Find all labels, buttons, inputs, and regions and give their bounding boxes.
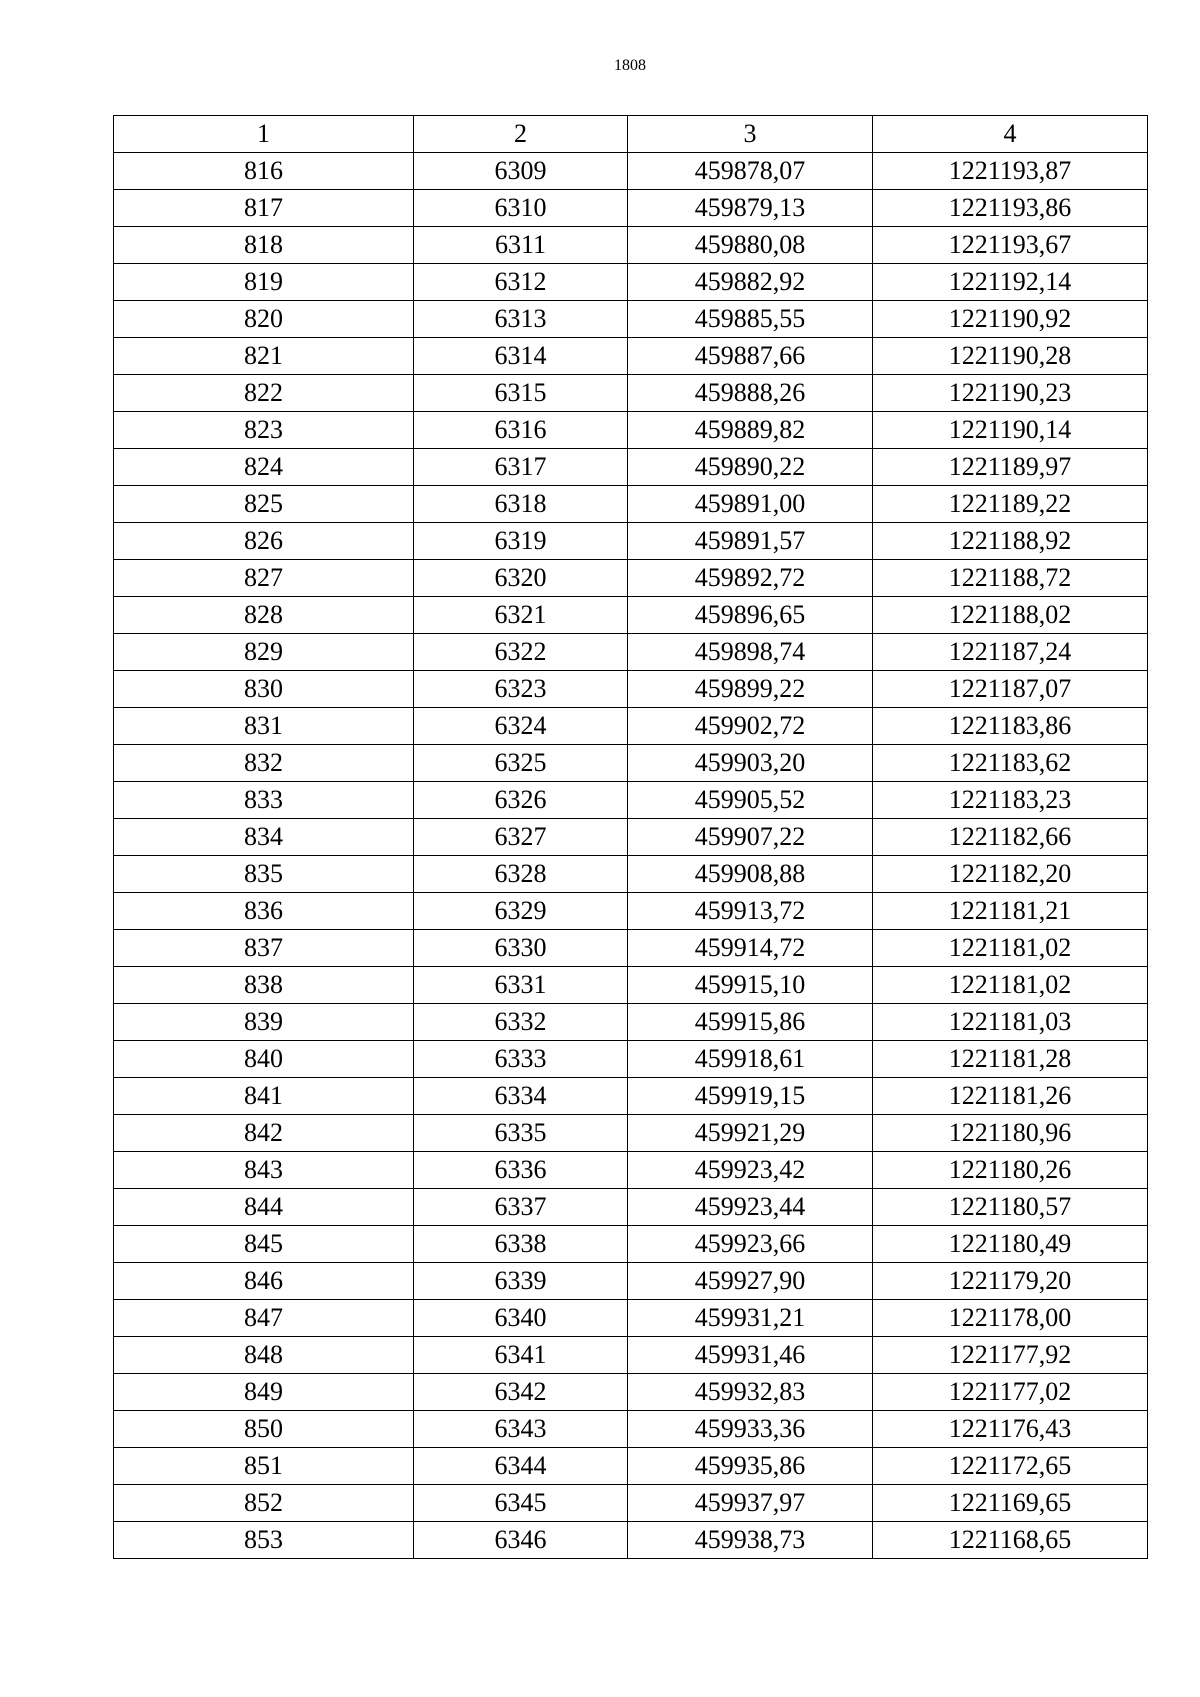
index-cell: 6332 (414, 1004, 628, 1041)
table-row (114, 1152, 1148, 1189)
point-number-cell: 839 (114, 1004, 414, 1041)
y-coordinate-cell: 1221187,07 (873, 671, 1148, 708)
table-row (114, 1189, 1148, 1226)
y-coordinate-cell: 1221180,26 (873, 1152, 1148, 1189)
x-coordinate-cell: 459931,21 (628, 1300, 873, 1337)
point-number-cell: 850 (114, 1411, 414, 1448)
index-cell: 6312 (414, 264, 628, 301)
index-cell: 6341 (414, 1337, 628, 1374)
index-cell: 6310 (414, 190, 628, 227)
point-number-cell: 831 (114, 708, 414, 745)
y-coordinate-cell: 1221181,02 (873, 930, 1148, 967)
index-cell: 6314 (414, 338, 628, 375)
index-cell: 6323 (414, 671, 628, 708)
point-number-cell: 836 (114, 893, 414, 930)
y-coordinate-cell: 1221168,65 (873, 1522, 1148, 1559)
point-number-cell: 823 (114, 412, 414, 449)
y-coordinate-cell: 1221193,86 (873, 190, 1148, 227)
y-coordinate-cell: 1221181,02 (873, 967, 1148, 1004)
y-coordinate-cell: 1221181,28 (873, 1041, 1148, 1078)
point-number-cell: 840 (114, 1041, 414, 1078)
table-row (114, 819, 1148, 856)
point-number-cell: 830 (114, 671, 414, 708)
x-coordinate-cell: 459921,29 (628, 1115, 873, 1152)
point-number-cell: 844 (114, 1189, 414, 1226)
y-coordinate-cell: 1221190,14 (873, 412, 1148, 449)
y-coordinate-cell: 1221180,96 (873, 1115, 1148, 1152)
point-number-cell: 821 (114, 338, 414, 375)
column-header: 4 (873, 116, 1148, 153)
x-coordinate-cell: 459903,20 (628, 745, 873, 782)
point-number-cell: 843 (114, 1152, 414, 1189)
index-cell: 6309 (414, 153, 628, 190)
x-coordinate-cell: 459908,88 (628, 856, 873, 893)
point-number-cell: 817 (114, 190, 414, 227)
y-coordinate-cell: 1221183,23 (873, 782, 1148, 819)
point-number-cell: 819 (114, 264, 414, 301)
point-number-cell: 828 (114, 597, 414, 634)
x-coordinate-cell: 459889,82 (628, 412, 873, 449)
index-cell: 6331 (414, 967, 628, 1004)
x-coordinate-cell: 459938,73 (628, 1522, 873, 1559)
x-coordinate-cell: 459919,15 (628, 1078, 873, 1115)
y-coordinate-cell: 1221190,28 (873, 338, 1148, 375)
x-coordinate-cell: 459923,66 (628, 1226, 873, 1263)
point-number-cell: 845 (114, 1226, 414, 1263)
y-coordinate-cell: 1221169,65 (873, 1485, 1148, 1522)
point-number-cell: 818 (114, 227, 414, 264)
point-number-cell: 829 (114, 634, 414, 671)
point-number-cell: 841 (114, 1078, 414, 1115)
y-coordinate-cell: 1221193,87 (873, 153, 1148, 190)
point-number-cell: 847 (114, 1300, 414, 1337)
index-cell: 6340 (414, 1300, 628, 1337)
table-row (114, 227, 1148, 264)
table-row (114, 523, 1148, 560)
y-coordinate-cell: 1221181,03 (873, 1004, 1148, 1041)
table-row (114, 375, 1148, 412)
table-row (114, 301, 1148, 338)
point-number-cell: 824 (114, 449, 414, 486)
table-row (114, 1300, 1148, 1337)
y-coordinate-cell: 1221180,57 (873, 1189, 1148, 1226)
x-coordinate-cell: 459891,00 (628, 486, 873, 523)
point-number-cell: 834 (114, 819, 414, 856)
y-coordinate-cell: 1221182,66 (873, 819, 1148, 856)
y-coordinate-cell: 1221189,97 (873, 449, 1148, 486)
x-coordinate-cell: 459905,52 (628, 782, 873, 819)
x-coordinate-cell: 459915,86 (628, 1004, 873, 1041)
table-row (114, 856, 1148, 893)
table-row (114, 153, 1148, 190)
index-cell: 6319 (414, 523, 628, 560)
x-coordinate-cell: 459896,65 (628, 597, 873, 634)
index-cell: 6337 (414, 1189, 628, 1226)
table-row (114, 1263, 1148, 1300)
x-coordinate-cell: 459892,72 (628, 560, 873, 597)
index-cell: 6328 (414, 856, 628, 893)
table-row (114, 745, 1148, 782)
index-cell: 6345 (414, 1485, 628, 1522)
point-number-cell: 838 (114, 967, 414, 1004)
x-coordinate-cell: 459878,07 (628, 153, 873, 190)
x-coordinate-cell: 459879,13 (628, 190, 873, 227)
table-row (114, 1226, 1148, 1263)
x-coordinate-cell: 459918,61 (628, 1041, 873, 1078)
table-row (114, 671, 1148, 708)
index-cell: 6346 (414, 1522, 628, 1559)
table-row (114, 449, 1148, 486)
index-cell: 6316 (414, 412, 628, 449)
x-coordinate-cell: 459913,72 (628, 893, 873, 930)
point-number-cell: 842 (114, 1115, 414, 1152)
table-row (114, 1411, 1148, 1448)
table-row (114, 708, 1148, 745)
x-coordinate-cell: 459932,83 (628, 1374, 873, 1411)
y-coordinate-cell: 1221183,86 (873, 708, 1148, 745)
point-number-cell: 833 (114, 782, 414, 819)
x-coordinate-cell: 459927,90 (628, 1263, 873, 1300)
x-coordinate-cell: 459885,55 (628, 301, 873, 338)
index-cell: 6313 (414, 301, 628, 338)
table-row (114, 264, 1148, 301)
column-header: 3 (628, 116, 873, 153)
table-body (114, 153, 1148, 1559)
y-coordinate-cell: 1221177,92 (873, 1337, 1148, 1374)
y-coordinate-cell: 1221172,65 (873, 1448, 1148, 1485)
index-cell: 6343 (414, 1411, 628, 1448)
column-header: 2 (414, 116, 628, 153)
table-row (114, 412, 1148, 449)
index-cell: 6335 (414, 1115, 628, 1152)
point-number-cell: 820 (114, 301, 414, 338)
y-coordinate-cell: 1221180,49 (873, 1226, 1148, 1263)
x-coordinate-cell: 459937,97 (628, 1485, 873, 1522)
index-cell: 6330 (414, 930, 628, 967)
table-row (114, 597, 1148, 634)
x-coordinate-cell: 459915,10 (628, 967, 873, 1004)
x-coordinate-cell: 459891,57 (628, 523, 873, 560)
index-cell: 6327 (414, 819, 628, 856)
y-coordinate-cell: 1221181,21 (873, 893, 1148, 930)
y-coordinate-cell: 1221179,20 (873, 1263, 1148, 1300)
point-number-cell: 826 (114, 523, 414, 560)
table-row (114, 634, 1148, 671)
index-cell: 6344 (414, 1448, 628, 1485)
x-coordinate-cell: 459914,72 (628, 930, 873, 967)
index-cell: 6324 (414, 708, 628, 745)
coordinates-table (113, 115, 1148, 1559)
table-row (114, 782, 1148, 819)
y-coordinate-cell: 1221178,00 (873, 1300, 1148, 1337)
index-cell: 6317 (414, 449, 628, 486)
y-coordinate-cell: 1221183,62 (873, 745, 1148, 782)
point-number-cell: 832 (114, 745, 414, 782)
index-cell: 6325 (414, 745, 628, 782)
index-cell: 6329 (414, 893, 628, 930)
point-number-cell: 852 (114, 1485, 414, 1522)
x-coordinate-cell: 459880,08 (628, 227, 873, 264)
y-coordinate-cell: 1221177,02 (873, 1374, 1148, 1411)
y-coordinate-cell: 1221188,72 (873, 560, 1148, 597)
index-cell: 6339 (414, 1263, 628, 1300)
index-cell: 6333 (414, 1041, 628, 1078)
x-coordinate-cell: 459933,36 (628, 1411, 873, 1448)
x-coordinate-cell: 459931,46 (628, 1337, 873, 1374)
x-coordinate-cell: 459923,44 (628, 1189, 873, 1226)
x-coordinate-cell: 459935,86 (628, 1448, 873, 1485)
y-coordinate-cell: 1221190,23 (873, 375, 1148, 412)
table-row (114, 1448, 1148, 1485)
table-row (114, 1078, 1148, 1115)
index-cell: 6322 (414, 634, 628, 671)
index-cell: 6321 (414, 597, 628, 634)
point-number-cell: 827 (114, 560, 414, 597)
x-coordinate-cell: 459887,66 (628, 338, 873, 375)
point-number-cell: 822 (114, 375, 414, 412)
point-number-cell: 848 (114, 1337, 414, 1374)
point-number-cell: 849 (114, 1374, 414, 1411)
index-cell: 6320 (414, 560, 628, 597)
header-row (114, 116, 1148, 153)
point-number-cell: 837 (114, 930, 414, 967)
point-number-cell: 846 (114, 1263, 414, 1300)
table-row (114, 930, 1148, 967)
point-number-cell: 825 (114, 486, 414, 523)
x-coordinate-cell: 459890,22 (628, 449, 873, 486)
page-number: 1808 (614, 57, 646, 74)
table-row (114, 1522, 1148, 1559)
y-coordinate-cell: 1221193,67 (873, 227, 1148, 264)
y-coordinate-cell: 1221192,14 (873, 264, 1148, 301)
x-coordinate-cell: 459907,22 (628, 819, 873, 856)
y-coordinate-cell: 1221176,43 (873, 1411, 1148, 1448)
table-row (114, 1337, 1148, 1374)
y-coordinate-cell: 1221182,20 (873, 856, 1148, 893)
index-cell: 6315 (414, 375, 628, 412)
table-row (114, 1115, 1148, 1152)
table-row (114, 893, 1148, 930)
table-row (114, 1004, 1148, 1041)
x-coordinate-cell: 459923,42 (628, 1152, 873, 1189)
x-coordinate-cell: 459882,92 (628, 264, 873, 301)
table-header (114, 116, 1148, 153)
x-coordinate-cell: 459899,22 (628, 671, 873, 708)
table-row (114, 1485, 1148, 1522)
point-number-cell: 851 (114, 1448, 414, 1485)
y-coordinate-cell: 1221181,26 (873, 1078, 1148, 1115)
table-row (114, 1041, 1148, 1078)
point-number-cell: 835 (114, 856, 414, 893)
x-coordinate-cell: 459902,72 (628, 708, 873, 745)
point-number-cell: 853 (114, 1522, 414, 1559)
y-coordinate-cell: 1221189,22 (873, 486, 1148, 523)
table-row (114, 190, 1148, 227)
table-row (114, 1374, 1148, 1411)
index-cell: 6334 (414, 1078, 628, 1115)
table-row (114, 560, 1148, 597)
y-coordinate-cell: 1221188,02 (873, 597, 1148, 634)
y-coordinate-cell: 1221188,92 (873, 523, 1148, 560)
x-coordinate-cell: 459898,74 (628, 634, 873, 671)
table-row (114, 967, 1148, 1004)
index-cell: 6311 (414, 227, 628, 264)
table-row (114, 338, 1148, 375)
index-cell: 6326 (414, 782, 628, 819)
y-coordinate-cell: 1221190,92 (873, 301, 1148, 338)
table-row (114, 486, 1148, 523)
x-coordinate-cell: 459888,26 (628, 375, 873, 412)
index-cell: 6336 (414, 1152, 628, 1189)
column-header: 1 (114, 116, 414, 153)
y-coordinate-cell: 1221187,24 (873, 634, 1148, 671)
index-cell: 6318 (414, 486, 628, 523)
index-cell: 6342 (414, 1374, 628, 1411)
index-cell: 6338 (414, 1226, 628, 1263)
point-number-cell: 816 (114, 153, 414, 190)
